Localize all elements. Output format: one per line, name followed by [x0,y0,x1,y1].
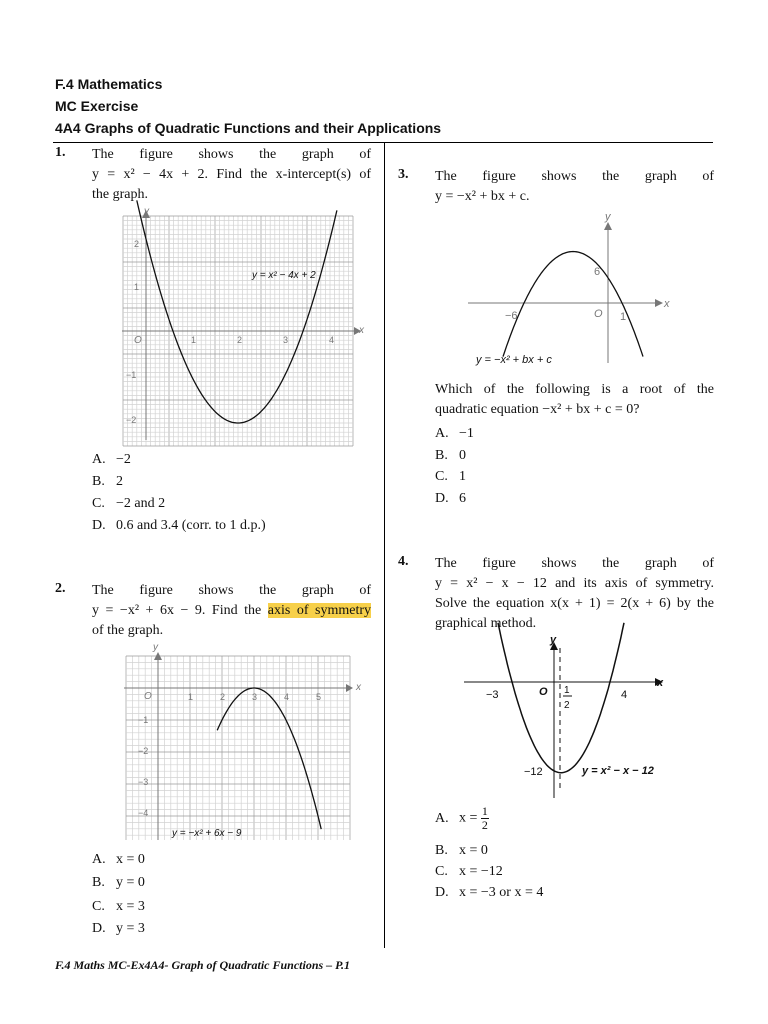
q4-line3: Solve the equation x(x + 1) = 2(x + 6) by the [435,596,714,611]
q4-curve-label: y = x² − x − 12 [582,765,654,777]
q1-number: 1. [55,145,66,160]
q2-ytick-neg2: −2 [138,746,149,756]
q3-parabola [503,252,643,357]
q3-line2: y = −x² + bx + c. [435,189,530,204]
q1-graph [118,204,364,444]
q3-label-1: 1 [620,311,627,323]
q3-line1: The figure shows the graph of [435,169,714,184]
q2-xtick-3: 3 [252,692,258,702]
q1-line2: y = x² − 4x + 2. Find the x-intercept(s) of [92,167,371,182]
q2-option-c[interactable]: C. x = 3 [92,899,145,914]
q2-line3: of the graph. [92,623,164,638]
q3-option-d[interactable]: D. 6 [435,491,466,506]
q3-label-6: 6 [594,266,601,278]
q2-grid [126,656,350,840]
q3-label-neg6: −6 [505,310,518,322]
q3-option-b[interactable]: B. 0 [435,448,466,463]
q2-number: 2. [55,581,66,596]
q2-origin: O [144,691,152,702]
q1-ytick-2: 2 [134,239,140,249]
q4-line1: The figure shows the graph of [435,556,714,571]
q4-option-a-fraction: $\frac{1}{2}$ [481,804,488,832]
q1-xtick-1: 1 [191,335,197,345]
q4-text [435,554,714,634]
q2-xtick-1: 1 [188,692,194,702]
q1-xtick-4: 4 [329,335,335,345]
q3-x-label: x [664,298,670,310]
q1-option-c[interactable]: C. −2 and 2 [92,496,166,511]
q3-question-line2: quadratic equation −x² + bx + c = 0? [435,402,640,417]
q3-curve-label: y = −x² + bx + c [476,354,552,366]
q4-number: 4. [398,554,409,569]
doc-type: MC Exercise [55,98,139,114]
q2-option-a[interactable]: A. x = 0 [92,852,145,867]
q3-origin: O [594,308,603,320]
q1-y-label: y [144,206,149,217]
q4-option-d[interactable]: D. x = −3 or x = 4 [435,885,544,900]
q4-option-c[interactable]: C. x = −12 [435,864,503,879]
header-rule [53,142,713,143]
q4-label-neg12: −12 [524,766,543,778]
q3-graph [460,208,680,373]
q1-line3: the graph. [92,187,148,202]
q3-x-arrow [655,299,663,307]
q3-option-c[interactable]: C. 1 [435,469,466,484]
q2-xtick-2: 2 [220,692,226,702]
q1-option-b[interactable]: B. 2 [92,474,123,489]
q2-xtick-4: 4 [284,692,290,702]
q2-y-label: y [153,642,158,653]
q4-line2: y = x² − x − 12 and its axis of symmetry. [435,576,714,591]
q1-line1: The figure shows the graph of [92,147,371,162]
q4-half-num: 1 [564,685,570,696]
q3-number: 3. [398,167,409,182]
q3-option-a[interactable]: A. −1 [435,426,474,441]
q4-half-den: 2 [564,700,570,711]
q2-x-label: x [356,682,361,693]
q3-y-label: y [605,211,611,223]
q2-text [92,581,371,641]
q1-ytick-neg2: −2 [126,415,137,425]
highlighted-term: axis of symmetry [267,603,371,618]
q4-label-4: 4 [621,689,628,701]
page-footer: F.4 Maths MC-Ex4A4- Graph of Quadratic Functions – P.1 [55,958,350,972]
q4-option-b[interactable]: B. x = 0 [435,843,488,858]
q2-graph [118,640,363,845]
q2-option-d[interactable]: D. y = 3 [92,921,145,936]
q1-text [92,145,371,205]
q2-ytick-neg3: −3 [138,777,149,787]
q2-line1: The figure shows the graph of [92,583,371,598]
q4-graph [460,632,675,802]
q4-origin: O [539,686,548,698]
q2-curve-label: y = −x² + 6x − 9 [172,828,242,839]
q1-x-label: x [359,325,364,336]
q1-curve-label: y = x² − 4x + 2 [252,270,316,281]
doc-title: 4A4 Graphs of Quadratic Functions and their Applications [55,120,442,136]
q1-option-a[interactable]: A. −2 [92,452,131,467]
column-divider [384,143,385,948]
q2-line2: y = −x² + 6x − 9. Find the axis of symmetry [92,603,371,618]
doc-subject: F.4 Mathematics [55,76,163,92]
q2-x-arrow [346,684,353,692]
q2-ytick-neg1: −1 [138,715,149,725]
q3-question [435,380,714,420]
q2-ytick-neg4: −4 [138,808,149,818]
q2-xtick-5: 5 [316,692,322,702]
q1-origin: O [134,335,142,346]
q1-ytick-neg1: −1 [126,370,137,380]
q3-text [435,167,714,207]
q2-option-b[interactable]: B. y = 0 [92,875,145,890]
q4-parabola [498,623,624,773]
q1-option-d[interactable]: D. 0.6 and 3.4 (corr. to 1 d.p.) [92,518,266,533]
q1-xtick-3: 3 [283,335,289,345]
q4-x-label: x [657,677,664,689]
q4-label-neg3: −3 [486,689,499,701]
q4-y-label: y [550,634,557,646]
q3-question-line1: Which of the following is a root of the [435,382,714,397]
q1-xtick-2: 2 [237,335,243,345]
q1-ytick-1: 1 [134,282,140,292]
q4-line4: graphical method. [435,616,537,631]
q3-y-arrow [604,222,612,230]
q4-option-a[interactable]: A. x = $\frac{1}{2}$ [435,804,488,832]
